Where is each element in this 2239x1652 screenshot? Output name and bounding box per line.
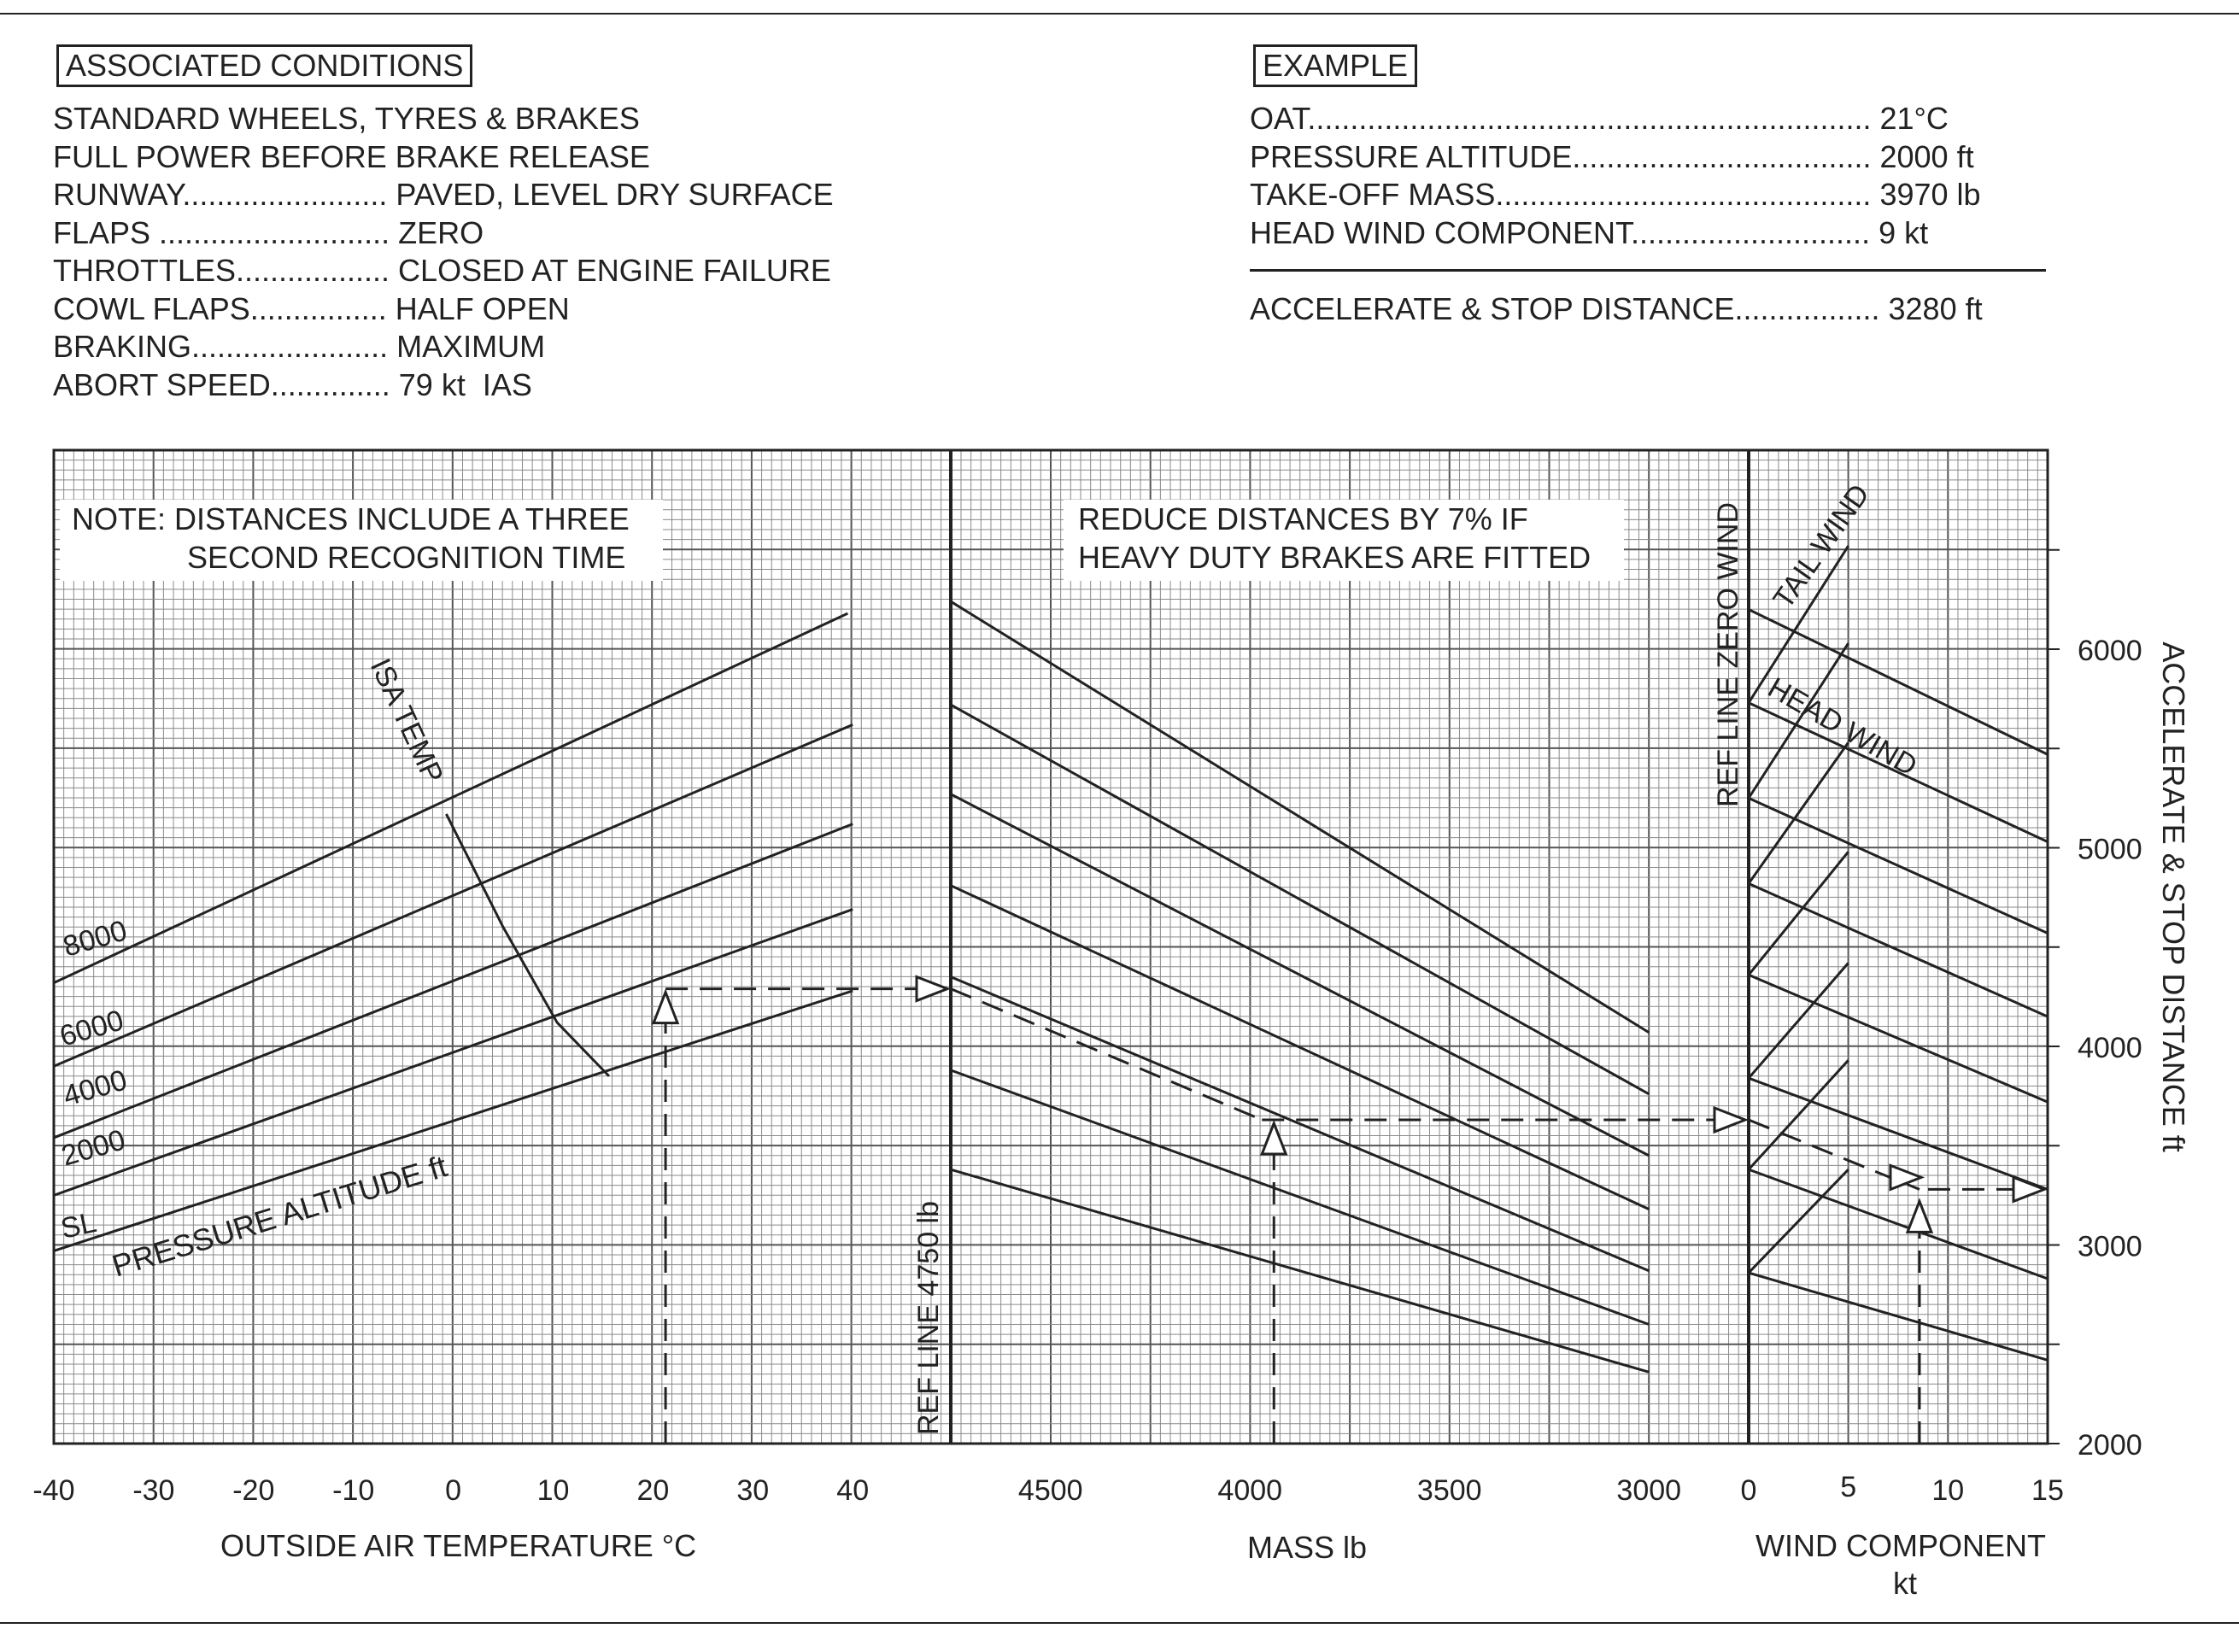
mass-tick-label: 4000	[1217, 1474, 1283, 1507]
wind-tick-label: 10	[1931, 1474, 1965, 1507]
y-tick-label: 5000	[2078, 833, 2142, 866]
altitude-label-4000: 4000	[59, 1063, 131, 1113]
y-tick-label: 6000	[2078, 635, 2142, 667]
tail-wind-label: TAIL WIND	[1767, 478, 1876, 615]
condition-line: COWL FLAPS................ HALF OPEN	[53, 291, 570, 326]
temp-tick-label: 0	[445, 1474, 462, 1507]
altitude-label-SL: SL	[57, 1206, 100, 1245]
brakes-note-line-2: HEAVY DUTY BRAKES ARE FITTED	[1078, 540, 1591, 575]
wind-axis-title: WIND COMPONENT	[1755, 1528, 2046, 1563]
altitude-label-6000: 6000	[56, 1004, 127, 1053]
mass-axis-title: MASS lb	[1247, 1530, 1368, 1565]
temp-tick-label: 30	[736, 1474, 770, 1507]
temp-tick-label: -20	[232, 1474, 275, 1507]
altitude-label-8000: 8000	[59, 914, 131, 964]
chart-labels	[32, 478, 2191, 1601]
example-arrow-ref	[917, 977, 947, 1001]
temp-tick-label: 40	[836, 1474, 870, 1507]
example-result: ACCELERATE & STOP DISTANCE................. 3280 ft	[1250, 291, 1983, 326]
y-tick-label: 4000	[2078, 1032, 2142, 1064]
example-arrow-result	[2013, 1177, 2044, 1201]
mass-tick-label: 3500	[1416, 1474, 1482, 1507]
temp-tick-label: -30	[132, 1474, 175, 1507]
note-line-2: SECOND RECOGNITION TIME	[187, 540, 626, 575]
condition-line: RUNWAY........................ PAVED, LEVEL DRY SURFACE	[53, 177, 834, 212]
brakes-note-line-1: REDUCE DISTANCES BY 7% IF	[1078, 501, 1528, 536]
mass-tick-label: 4500	[1017, 1474, 1083, 1507]
altitude-label-2000: 2000	[57, 1123, 129, 1173]
condition-line: BRAKING....................... MAXIMUM	[53, 329, 546, 364]
y-tick-label: 3000	[2078, 1230, 2142, 1263]
wind-tick-label: 0	[1740, 1474, 1757, 1507]
pressure-altitude-label: PRESSURE ALTITUDE ft	[108, 1148, 451, 1284]
condition-line: FLAPS ........................... ZERO	[53, 215, 484, 250]
condition-line: ABORT SPEED.............. 79 kt IAS	[53, 367, 532, 402]
example-arrow-mass	[1262, 1123, 1286, 1154]
example-arrow-wind-ref	[1714, 1108, 1745, 1132]
example-line: OAT.................................................................. 21°C	[1250, 101, 1949, 136]
note-line-1: NOTE: DISTANCES INCLUDE A THREE	[72, 501, 630, 536]
condition-line: STANDARD WHEELS, TYRES & BRAKES	[53, 101, 640, 136]
temp-tick-label: 10	[536, 1474, 570, 1507]
example-line: TAKE-OFF MASS............................................ 3970 lb	[1250, 177, 1981, 212]
temp-tick-label: -10	[332, 1474, 375, 1507]
temp-axis-title: OUTSIDE AIR TEMPERATURE °C	[220, 1528, 697, 1563]
mass-tick-label: 3000	[1616, 1474, 1682, 1507]
mass-ref-line-label: REF LINE 4750 lb	[912, 1200, 945, 1435]
temp-tick-label: 20	[636, 1474, 670, 1507]
condition-line: THROTTLES.................. CLOSED AT ENGINE FAILURE	[53, 253, 831, 288]
example-line: HEAD WIND COMPONENT............................ 9 kt	[1250, 215, 1929, 250]
wind-ref-line-label: REF LINE ZERO WIND	[1712, 501, 1744, 807]
wind-tick-label: 15	[2031, 1474, 2064, 1507]
associated-conditions-title: ASSOCIATED CONDITIONS	[56, 44, 472, 87]
head-wind-label: HEAD WIND	[1762, 671, 1923, 783]
temp-tick-label: -40	[32, 1474, 75, 1507]
condition-line: FULL POWER BEFORE BRAKE RELEASE	[53, 139, 650, 174]
example-title: EXAMPLE	[1253, 44, 1417, 87]
example-line: PRESSURE ALTITUDE................................... 2000 ft	[1250, 139, 1974, 174]
wind-tick-label: 5	[1840, 1471, 1857, 1503]
y-tick-label: 2000	[2078, 1429, 2142, 1462]
isa-temp-curve	[446, 814, 609, 1076]
isa-temp-label: ISA TEMP	[363, 653, 450, 788]
wind-axis-unit: kt	[1892, 1566, 1918, 1601]
y-axis-title: ACCELERATE & STOP DISTANCE ft	[2156, 641, 2191, 1152]
example-arrow-wind-line	[1890, 1165, 1921, 1189]
